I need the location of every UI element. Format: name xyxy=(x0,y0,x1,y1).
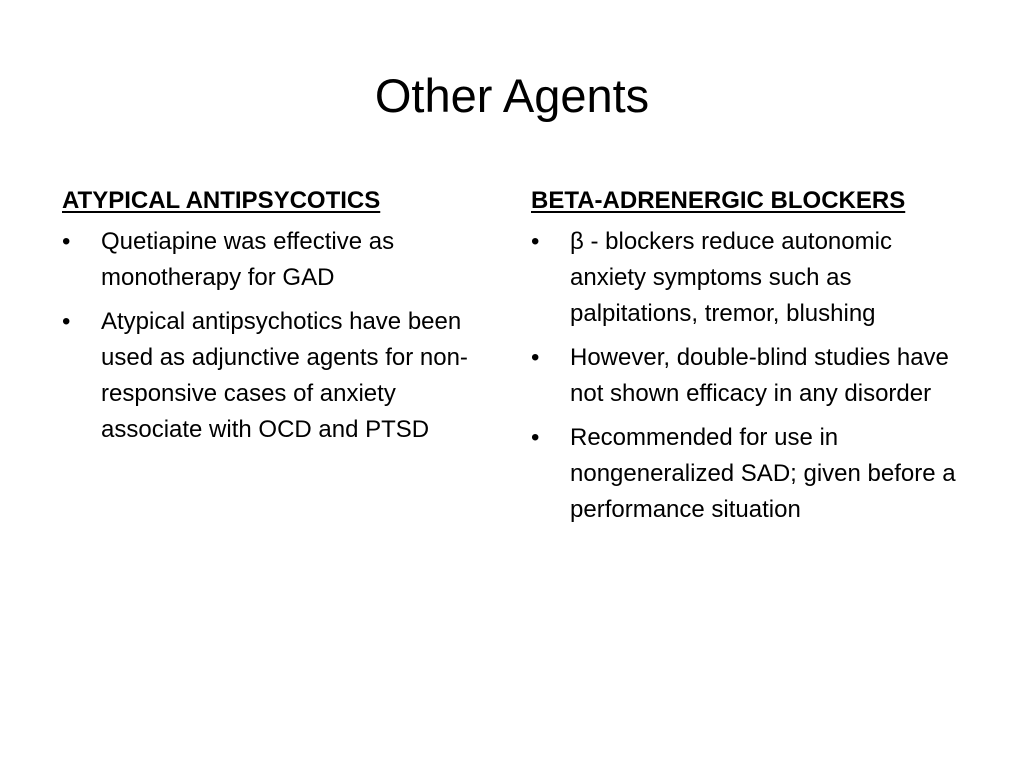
right-column xyxy=(531,184,961,536)
bullet-text: Quetiapine was effective as monotherapy for GAD xyxy=(101,228,395,291)
bullet-icon: • xyxy=(62,228,71,255)
left-bullet-list xyxy=(62,224,502,448)
bullet-item xyxy=(62,224,502,296)
bullet-item xyxy=(531,224,961,332)
left-column xyxy=(62,184,502,456)
bullet-icon: • xyxy=(531,344,540,371)
bullet-text: Atypical antipsychotics have been used as adjunctive agents for non-responsive cases of anxiety associate with OCD and PTSD xyxy=(101,308,468,443)
bullet-item xyxy=(531,340,961,412)
bullet-item xyxy=(62,304,502,448)
bullet-text: β - blockers reduce autonomic anxiety symptoms such as palpitations, tremor, blushing xyxy=(570,228,892,327)
bullet-text: Recommended for use in nongeneralized SAD; given before a performance situation xyxy=(570,424,956,523)
bullet-text: However, double-blind studies have not shown efficacy in any disorder xyxy=(570,344,949,407)
bullet-item xyxy=(531,420,961,528)
left-column-heading: ATYPICAL ANTIPSYCOTICS xyxy=(62,187,381,214)
right-bullet-list xyxy=(531,224,961,528)
bullet-icon: • xyxy=(531,228,540,255)
bullet-icon: • xyxy=(62,308,71,335)
slide-title: Other Agents xyxy=(374,69,650,122)
right-column-heading: BETA-ADRENERGIC BLOCKERS xyxy=(531,187,906,214)
bullet-icon: • xyxy=(531,424,540,451)
